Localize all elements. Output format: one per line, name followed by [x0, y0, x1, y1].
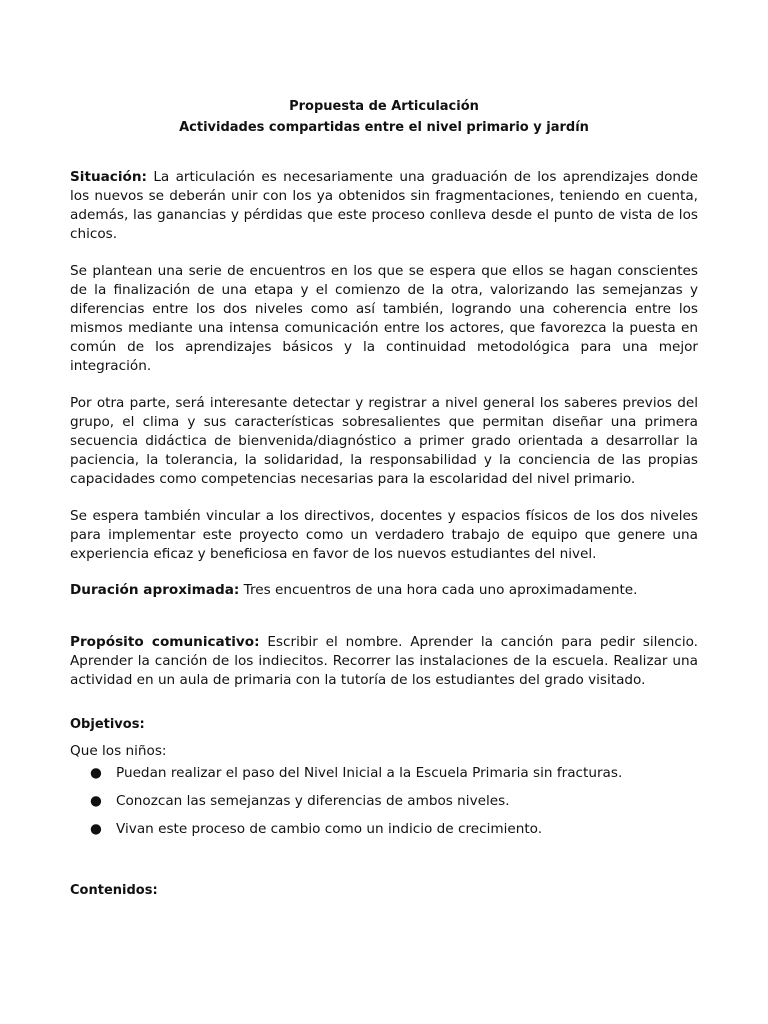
list-item: [70, 764, 698, 783]
document-header: [70, 96, 698, 138]
situacion-label: Situación:: [70, 169, 147, 185]
objetivos-heading: Objetivos:: [70, 717, 145, 732]
bullet-icon: ●: [90, 793, 102, 809]
list-item-text: Conozcan las semejanzas y diferencias de ambos niveles.: [116, 793, 510, 809]
list-item: [70, 792, 698, 811]
document-subtitle: Actividades compartidas entre el nivel primario y jardín: [179, 120, 589, 135]
proposito-paragraph: [70, 633, 698, 690]
duracion-label: Duración aproximada:: [70, 582, 240, 598]
situacion-text: La articulación es necesariamente una graduación de los aprendizajes donde los nuevos se deberán unir con los ya obtenidos sin fragmentaciones, teniendo en cuenta, además, las ganancias y pérdidas que este proceso conlleva desde el punto de vista de los chicos.: [70, 169, 698, 242]
body-paragraph-1: Se plantean una serie de encuentros en los que se espera que ellos se hagan conscientes de la finalización de una etapa y el comienzo de la otra, valorizando las semejanzas y diferencias entre los dos niveles como así también, logrando una coherencia entre los mismos mediante una intensa comunicación entre los actores, que favorezca la puesta en común de los aprendizajes básicos y la continuidad metodológica para una mejor integración.: [70, 263, 698, 374]
proposito-text: Escribir el nombre. Aprender la canción para pedir silencio. Aprender la canción de los indiecitos. Recorrer las instalaciones de la escuela. Realizar una actividad en un aula de primaria con la tutoría de los estudiantes del grado visitado.: [70, 634, 699, 688]
situacion-paragraph: [70, 168, 698, 244]
list-item-text: Vivan este proceso de cambio como un indicio de crecimiento.: [116, 821, 543, 837]
list-item-text: Puedan realizar el paso del Nivel Inicial a la Escuela Primaria sin fracturas.: [116, 765, 623, 781]
objetivos-intro: Que los niños:: [70, 743, 167, 759]
body-paragraph-3: Se espera también vincular a los directivos, docentes y espacios físicos de los dos niveles para implementar este proyecto como un verdadero trabajo de equipo que genere una experiencia eficaz y beneficiosa en favor de los nuevos estudiantes del nivel.: [70, 508, 698, 562]
proposito-label: Propósito comunicativo:: [70, 634, 260, 650]
duracion-paragraph: [70, 581, 698, 600]
body-paragraph-2: Por otra parte, será interesante detectar y registrar a nivel general los saberes previos del grupo, el clima y sus características sobresalientes que permitan diseñar una primera secuencia didáctica de bienvenida/diagnóstico a primer grado orientada a desarrollar la paciencia, la tolerancia, la solidaridad, la responsabilidad y la conciencia de las propias capacidades como competencias necesarias para la escolaridad del nivel primario.: [70, 395, 698, 487]
objetivos-list: [70, 764, 698, 839]
contenidos-heading: Contenidos:: [70, 883, 158, 898]
document-title: Propuesta de Articulación: [289, 99, 479, 114]
list-item: [70, 820, 698, 839]
bullet-icon: ●: [90, 821, 102, 837]
bullet-icon: ●: [90, 765, 102, 781]
duracion-text: Tres encuentros de una hora cada uno aproximadamente.: [239, 582, 638, 598]
